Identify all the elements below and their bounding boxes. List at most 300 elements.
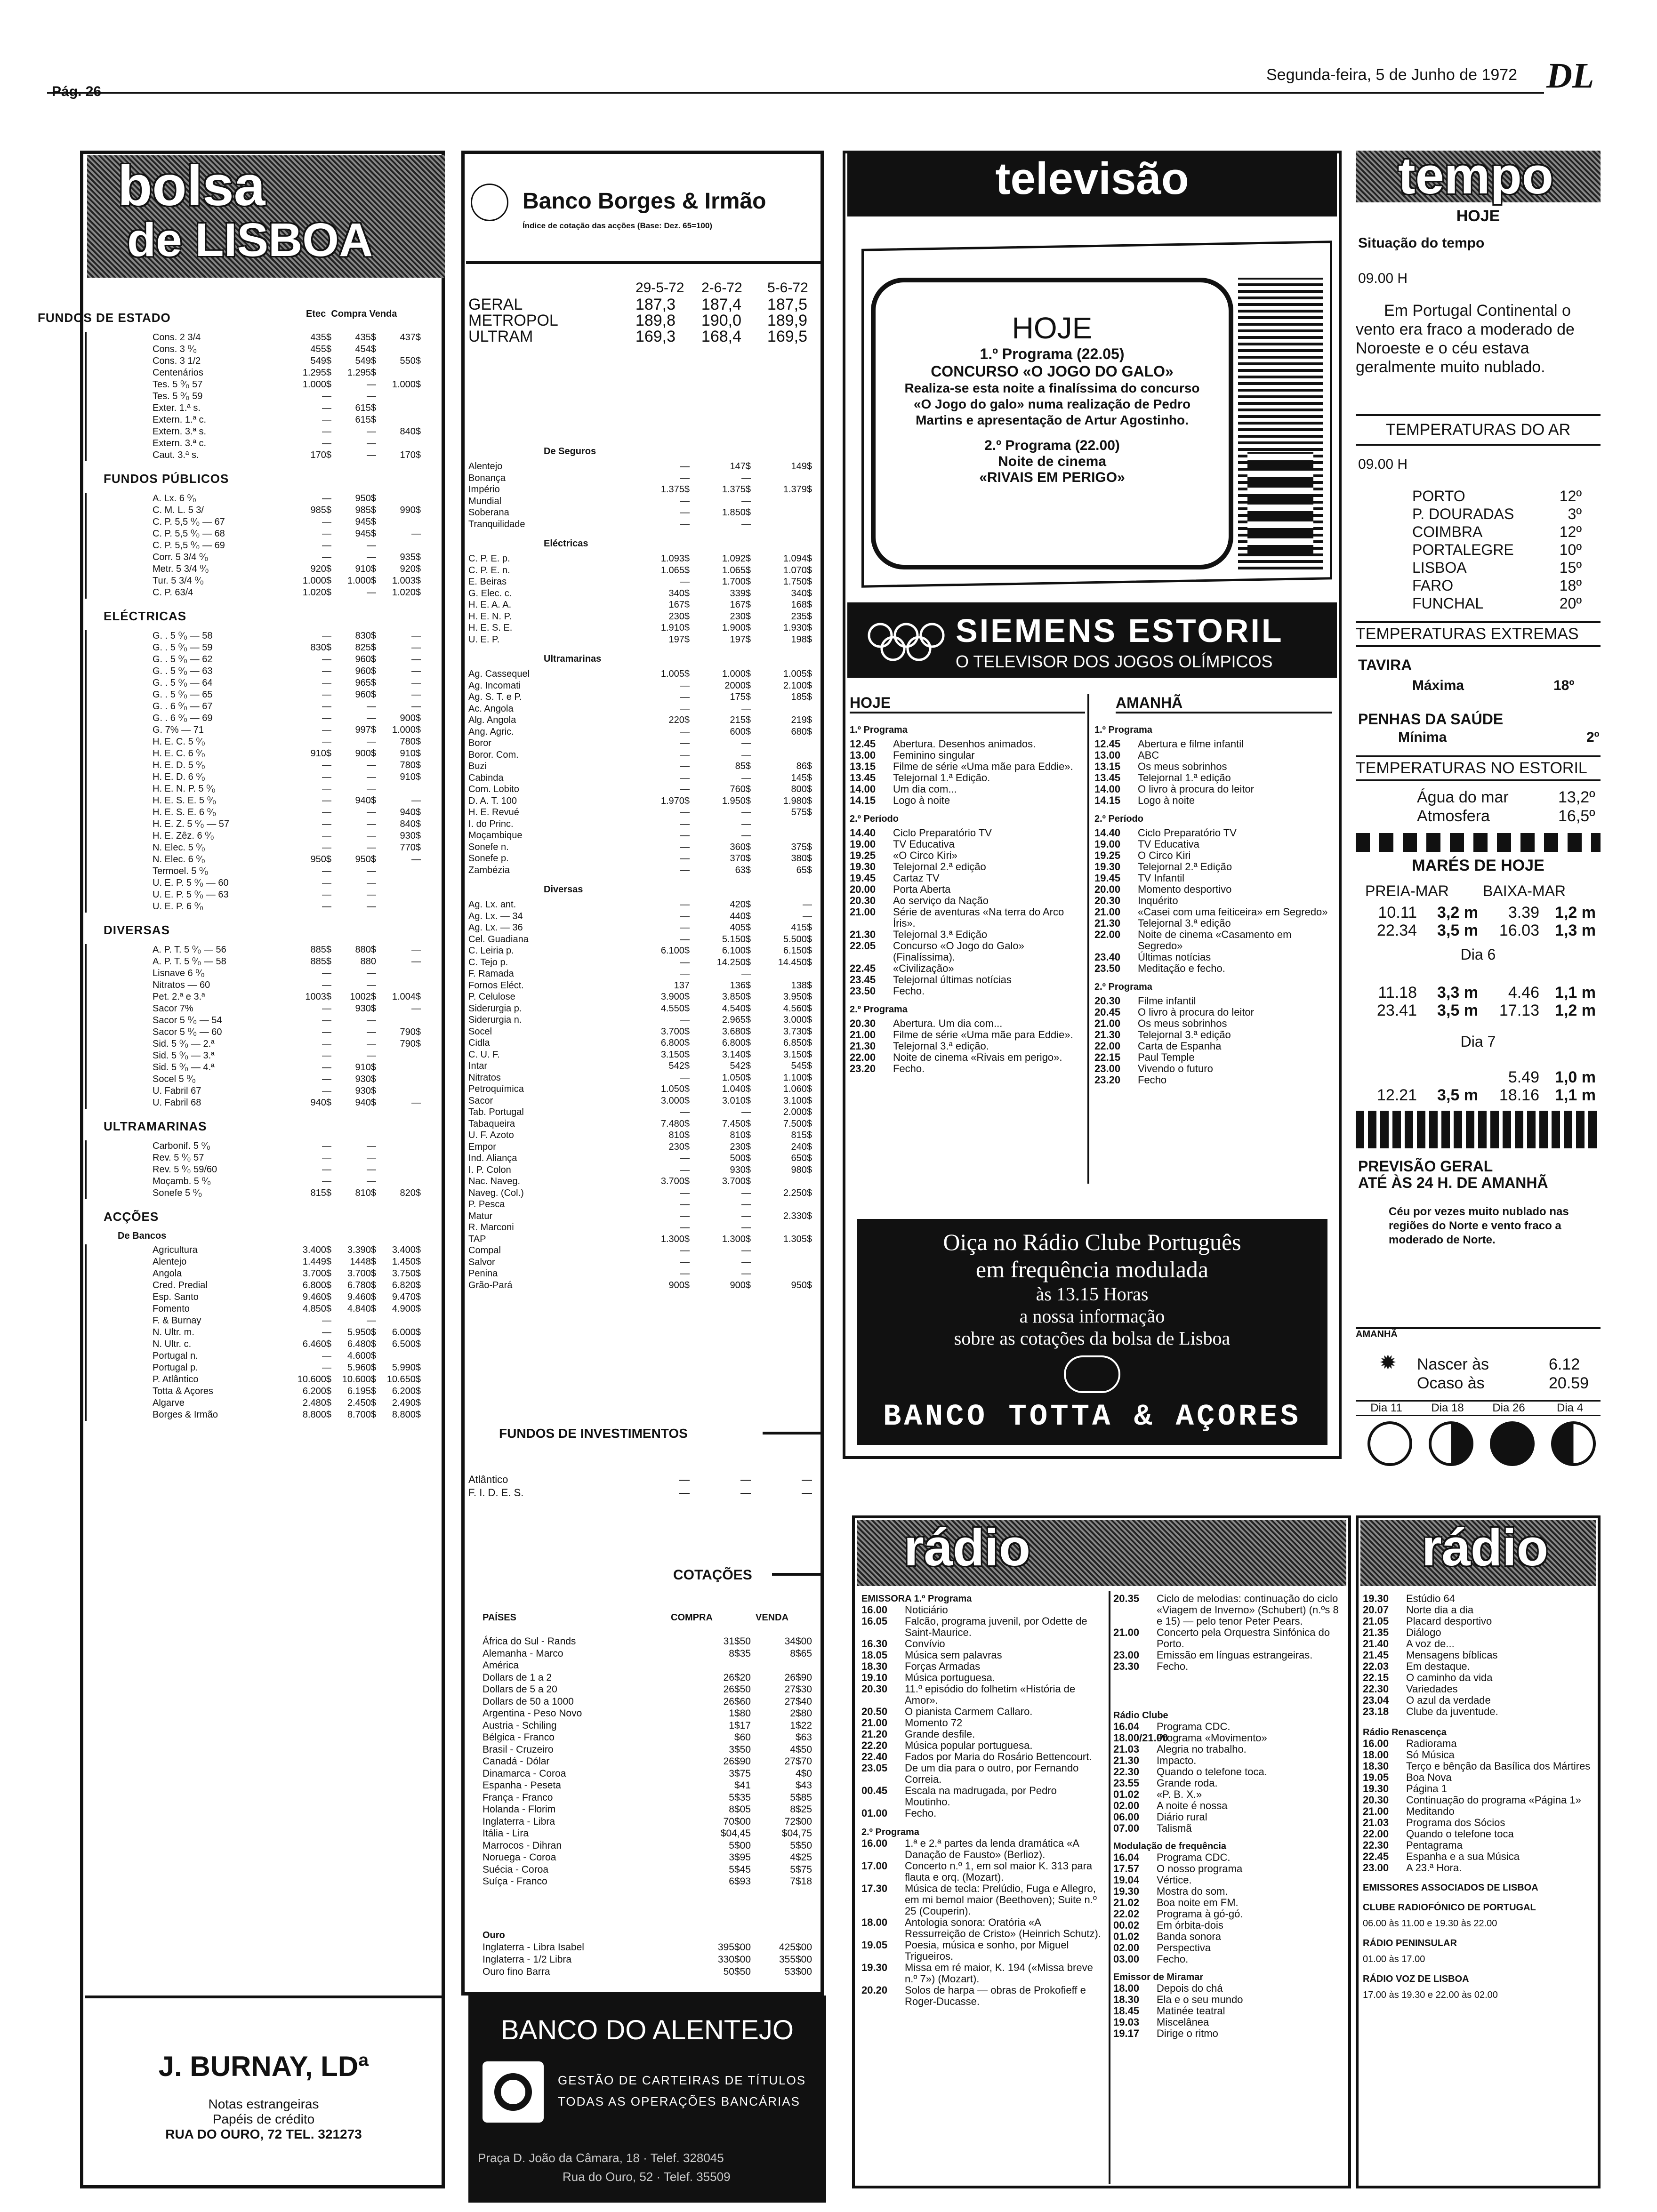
row-label: Tes. 5 ⁰⁄₀ 59 (153, 391, 203, 401)
radio-time: 01.00 (861, 1807, 888, 1819)
bolsa-row (153, 713, 447, 724)
row-label: Boror. Com. (468, 749, 519, 760)
row-value: 935$ (400, 552, 421, 562)
row-value (751, 1245, 812, 1257)
row-value: 3.700$ (722, 1176, 751, 1186)
row-value: 31$50 (723, 1636, 751, 1647)
radio-item (1113, 1954, 1346, 1965)
radio-item (1113, 1661, 1346, 1672)
row-value: 820$ (400, 1188, 421, 1198)
minima-row (1398, 729, 1600, 745)
tv-divider (1087, 694, 1089, 1184)
tv-control-buttons (1247, 452, 1313, 555)
bolsa-row (153, 355, 447, 367)
row-value: — (322, 1062, 331, 1073)
row-value: 4$50 (790, 1744, 812, 1755)
siemens-subtitle: O TELEVISOR DOS JOGOS OLÍMPICOS (956, 652, 1273, 671)
currency-row (483, 1720, 817, 1732)
row-value: — (411, 654, 421, 665)
row-value: 220$ (668, 715, 690, 725)
row-value: — (322, 403, 331, 413)
schedule-time: 12.45 (1094, 738, 1121, 750)
radio-time: 20.30 (861, 1683, 888, 1695)
radio-emissora-2-list (861, 1838, 1102, 2007)
row-value: 355$00 (779, 1954, 812, 1965)
schedule-item (850, 906, 1085, 929)
radio-clube-heading: Rádio Clube (1113, 1710, 1168, 1721)
row-value: 3.000$ (783, 1015, 812, 1025)
row-value (751, 1176, 812, 1187)
tide-value: 23.41 (1376, 1002, 1417, 1019)
tide-value: 11.18 (1378, 984, 1417, 1002)
schedule-time: 21.00 (1094, 1018, 1121, 1029)
row-value: 880 (360, 956, 376, 967)
row-label: PORTALEGRE (1412, 541, 1514, 558)
row-label: A. P. T. 5 ⁰⁄₀ — 58 (153, 956, 226, 967)
row-value: — (741, 703, 751, 714)
row-value: — (322, 807, 331, 817)
radio-program: Música portuguesa. (905, 1672, 995, 1683)
tv-screen-p2: 2.º Programa (22.00) (984, 438, 1120, 453)
row-label: Caut. 3.ª s. (153, 450, 199, 460)
row-value: 187,3 (635, 297, 676, 313)
radio-time: 16.00 (861, 1604, 888, 1616)
radio-time: 22.30 (1113, 1766, 1140, 1778)
row-label: U. E. P. 5 ⁰⁄₀ — 63 (153, 890, 229, 900)
row-value: 810$ (668, 1130, 690, 1140)
row-value (376, 1350, 421, 1362)
schedule-title: Cartaz TV (893, 872, 940, 884)
row-label: Ag. Lx. ant. (468, 899, 516, 910)
row-value: 1.375$ (660, 484, 690, 495)
radio-emissora-list (861, 1604, 1102, 1819)
burnay-line-2: Papéis de crédito (212, 2112, 315, 2126)
row-value: 900$ (355, 748, 376, 759)
row-value: 8$25 (790, 1804, 812, 1815)
radio-item (1363, 1772, 1596, 1783)
row-label: Inglaterra - Libra Isabel (483, 1942, 584, 1953)
row-label: G. . 5 ⁰⁄₀ — 63 (153, 666, 213, 676)
radio-item (1363, 1650, 1596, 1661)
row-label: H. E. Revué (468, 807, 519, 817)
row-value: — (680, 853, 690, 864)
borges-row (468, 1187, 817, 1199)
borges-row (468, 484, 817, 496)
radio-program: Fados por Maria do Rosário Bettencourt. (905, 1751, 1092, 1763)
radio-item (861, 1808, 1102, 1819)
radio-program: A 23.ª Hora. (1406, 1862, 1462, 1874)
row-value: — (322, 725, 331, 735)
row-value: 810$ (355, 1188, 376, 1198)
bolsa-row (153, 783, 447, 795)
row-value: 137 (674, 980, 690, 991)
row-value: 810$ (730, 1130, 751, 1140)
row-value (376, 438, 421, 449)
row-value: 910$ (355, 564, 376, 574)
schedule-time: 20.30 (1094, 995, 1121, 1007)
bolsa-row (153, 1350, 447, 1362)
row-value: 549$ (310, 356, 331, 366)
radio-time: 01.02 (1113, 1788, 1140, 1800)
radio-item (1113, 1983, 1346, 1994)
tv-amanha-schedule (1094, 725, 1335, 1086)
row-value: 5.150$ (722, 934, 751, 945)
row-value: 900$ (668, 1280, 690, 1290)
schedule-list (850, 827, 1085, 997)
radio-program: Música de tecla: Prelúdio, Fuga e Allegro, em mi bemol maior (Beethoven); Suite n.º 25 (Couperin). (905, 1883, 1097, 1917)
row-label: Sonefe p. (468, 853, 509, 864)
tide-value: 12.21 (1376, 1086, 1417, 1104)
ocaso-value: 20.59 (1549, 1374, 1589, 1392)
alentejo-name: BANCO DO ALENTEJO (500, 2015, 794, 2045)
radio-time: 19.30 (861, 1962, 888, 1973)
borges-row (468, 818, 817, 830)
bolsa-row (153, 1338, 447, 1350)
borges-row (468, 1280, 817, 1291)
bolsa-row (153, 1386, 447, 1397)
siemens-title: SIEMENS ESTORIL (956, 612, 1284, 649)
tide-value: 5.49 (1508, 1068, 1539, 1086)
borges-row (468, 865, 817, 876)
schedule-item (1094, 827, 1335, 839)
row-value: 920$ (310, 564, 331, 574)
radio-program: Mostra do som. (1157, 1885, 1228, 1897)
mares-title: MARÉS DE HOJE (1412, 857, 1544, 874)
row-label: H. E. N. P. 5 ⁰⁄₀ (153, 784, 216, 794)
row-label: Penina (468, 1268, 498, 1279)
row-value: 900$ (400, 713, 421, 723)
schedule-item (1094, 1063, 1335, 1074)
radio-program: Em destaque. (1406, 1660, 1470, 1672)
schedule-title: Telejornal 2.ª edição (893, 861, 986, 873)
bolsa-row (153, 1176, 447, 1187)
radio-item (861, 1838, 1102, 1860)
bolsa-row (153, 677, 447, 689)
temp-extremas-title: TEMPERATURAS EXTREMAS (1356, 621, 1601, 647)
row-value: 3.150$ (783, 1049, 812, 1060)
alentejo-line-1: GESTÃO DE CARTEIRAS DE TÍTULOS (558, 2073, 806, 2087)
row-value: 950$ (310, 854, 331, 865)
row-value: 1$22 (790, 1720, 812, 1731)
currency-row (483, 1851, 817, 1864)
borges-row (468, 1141, 817, 1153)
row-value: — (680, 922, 690, 933)
schedule-time: 14.00 (1094, 783, 1121, 795)
row-label: Marrocos - Dihran (483, 1840, 562, 1851)
row-value: 187,4 (701, 297, 741, 313)
row-value: — (680, 1187, 690, 1198)
row-value: 175$ (730, 692, 751, 702)
tide-row (1365, 1068, 1601, 1086)
tide-value: 1,1 m (1555, 984, 1596, 1002)
schedule-item (1094, 850, 1335, 861)
row-label: C. U. F. (468, 1049, 500, 1060)
burnay-name: J. BURNAY, LDª (158, 2051, 369, 2082)
temp-row (1412, 505, 1601, 523)
row-value: — (367, 866, 376, 876)
radio-program: Programa dos Sócios (1406, 1817, 1505, 1828)
borges-row (468, 1164, 817, 1176)
row-value: 8$65 (790, 1648, 812, 1659)
schedule-title: Telejornal 3.ª edição (1138, 1029, 1231, 1041)
radio-item (1113, 1744, 1346, 1755)
row-value: — (322, 689, 331, 700)
row-value: 1.003$ (392, 576, 421, 586)
row-value: 3.680$ (722, 1026, 751, 1037)
schedule-title: «Casei com uma feiticeira» em Segredo» (1138, 906, 1328, 918)
row-value: 167$ (730, 600, 751, 610)
tide-row (1365, 1086, 1601, 1104)
row-value: — (322, 1039, 331, 1049)
bolsa-row (153, 414, 447, 426)
row-value (751, 473, 812, 484)
row-value: 6.500$ (392, 1339, 421, 1349)
bolsa-row (153, 1268, 447, 1280)
schedule-title: Ciclo Preparatório TV (1138, 827, 1237, 839)
row-value: 3.850$ (722, 992, 751, 1002)
row-value: — (322, 784, 331, 794)
gold-row (483, 1954, 817, 1966)
row-value: 1.060$ (783, 1084, 812, 1094)
radio-program: Dirige o ritmo (1157, 2028, 1218, 2039)
row-label: U. F. Azoto (468, 1130, 514, 1140)
radio-time: 21.00 (861, 1717, 888, 1729)
radio-item (1113, 1852, 1346, 1863)
bolsa-row (153, 1315, 447, 1327)
row-value: — (680, 865, 690, 875)
row-value: 1.000$ (347, 576, 376, 586)
row-value: 1003$ (305, 992, 331, 1002)
row-value: 1$17 (729, 1720, 751, 1731)
row-value: — (367, 1141, 376, 1151)
radio-program: Solos de harpa — obras de Prokofieff e Roger-Ducasse. (905, 1984, 1086, 2007)
tide-value: 1,0 m (1555, 1068, 1596, 1086)
row-value: 5.990$ (392, 1362, 421, 1373)
borges-row (468, 1106, 817, 1118)
row-value: 437$ (400, 332, 421, 343)
row-label: FUNCHAL (1412, 595, 1484, 612)
borges-row (468, 634, 817, 646)
radio-renascenca-heading: Rádio Renascença (1363, 1727, 1447, 1738)
row-value: 12º (1559, 523, 1582, 540)
row-value: — (680, 496, 690, 506)
bolsa-row (153, 540, 447, 552)
radio-time: 22.02 (1113, 1908, 1140, 1920)
row-value: 415$ (791, 922, 812, 933)
row-value: 3.700$ (660, 1176, 690, 1186)
bolsa-row (153, 1003, 447, 1015)
row-value: 6.850$ (783, 1038, 812, 1048)
schedule-time: 23.45 (850, 974, 876, 986)
schedule-item (1094, 1041, 1335, 1052)
borges-row (468, 968, 817, 980)
radio-associados-heading: EMISSORES ASSOCIADOS DE LISBOA (1363, 1883, 1538, 1893)
radio-time: 02.00 (1113, 1800, 1140, 1811)
row-value: — (680, 899, 690, 910)
row-label: F. Ramada (468, 969, 514, 979)
schedule-item (850, 1018, 1085, 1029)
row-label: Socel 5 ⁰⁄₀ (153, 1074, 196, 1084)
row-label: Socel (468, 1026, 492, 1037)
row-value: — (322, 517, 331, 527)
radio-item (861, 1604, 1102, 1616)
row-value: — (679, 1474, 690, 1485)
schedule-title: Carta de Espanha (1138, 1040, 1222, 1052)
row-value: — (741, 1107, 751, 1117)
date-1: 29-5-72 (635, 280, 684, 296)
radio-time: 22.45 (1363, 1851, 1389, 1862)
currency-row (483, 1803, 817, 1816)
schedule-item (850, 1063, 1085, 1074)
row-value: — (740, 1474, 751, 1485)
row-value: 1.093$ (660, 553, 690, 564)
tide-row (1365, 922, 1601, 939)
masthead-logo: DL (1546, 56, 1594, 96)
row-value: 825$ (355, 642, 376, 653)
row-value: 575$ (791, 807, 812, 817)
row-label: H. E. Zêz. 6 ⁰⁄₀ (153, 831, 214, 841)
row-value: 600$ (730, 726, 751, 737)
row-value: 4.850$ (302, 1304, 331, 1314)
row-value: 960$ (355, 654, 376, 665)
row-value: 8.700$ (347, 1410, 376, 1420)
schedule-item (850, 850, 1085, 861)
row-label: I. do Princ. (468, 818, 514, 829)
section-table (85, 944, 447, 1109)
schedule-item (850, 784, 1085, 795)
bolsa-row (153, 818, 447, 830)
row-value: — (367, 784, 376, 794)
row-value: — (367, 1315, 376, 1326)
fundo-row (468, 1473, 817, 1486)
schedule-title: Ciclo Preparatório TV (893, 827, 992, 839)
schedule-title: Fecho. (893, 985, 925, 997)
radio-program: Programa CDC. (1157, 1721, 1231, 1732)
radio-item (861, 1706, 1102, 1717)
schedule-time: 14.40 (850, 827, 876, 839)
row-value: 169,3 (635, 329, 676, 345)
row-label: TAP (468, 1234, 486, 1244)
radio-program: Música sem palavras (905, 1649, 1002, 1661)
radio-program: Em órbita-dois (1157, 1919, 1223, 1931)
row-value: 9.460$ (347, 1292, 376, 1302)
row-label: G. . 5 ⁰⁄₀ — 62 (153, 654, 213, 665)
row-label: Noruega - Coroa (483, 1852, 556, 1863)
row-value: 780$ (400, 760, 421, 770)
row-value: 6.800$ (660, 1038, 690, 1048)
bolsa-row (153, 1327, 447, 1338)
radio-time: 22.03 (1363, 1660, 1389, 1672)
bolsa-row (153, 1097, 447, 1109)
row-value: 435$ (355, 332, 376, 343)
radio-time: 23.00 (1113, 1649, 1140, 1661)
schedule-time: 23.20 (1094, 1074, 1121, 1086)
row-value: — (322, 552, 331, 562)
schedule-item (850, 738, 1085, 750)
row-value: 26$90 (723, 1756, 751, 1767)
schedule-item (1094, 952, 1335, 963)
row-value: $43 (795, 1780, 812, 1791)
row-value: 3º (1568, 505, 1582, 522)
row-value: — (367, 1153, 376, 1163)
borges-row (468, 1199, 817, 1210)
row-value: 2.250$ (783, 1187, 812, 1198)
row-value: 6.200$ (302, 1386, 331, 1396)
row-label: E. Beiras (468, 577, 507, 587)
radio-item (1113, 1942, 1346, 1954)
schedule-heading: 1.º Programa (850, 725, 908, 735)
row-label: H. E. A. A. (468, 600, 512, 610)
schedule-title: Abertura. Um dia com... (893, 1018, 1003, 1029)
temp-row (1412, 577, 1601, 594)
row-value: 147$ (730, 461, 751, 472)
row-label: C. P. 5,5 ⁰⁄₀ — 68 (153, 529, 225, 539)
row-label: Corr. 5 3/4 ⁰⁄₀ (153, 552, 209, 562)
borges-row (468, 1060, 817, 1072)
moon-last-quarter-icon (1551, 1421, 1596, 1466)
bolsa-row (153, 630, 447, 642)
row-value: 8$35 (729, 1648, 751, 1659)
row-value (376, 402, 421, 414)
radio-item (1113, 1627, 1346, 1650)
row-value: 1.050$ (722, 1072, 751, 1083)
row-label: P. Celulose (468, 992, 515, 1002)
radio-time: 23.30 (1113, 1660, 1140, 1672)
bolsa-row (153, 807, 447, 818)
row-value: 330$00 (717, 1954, 751, 1965)
schedule-item (1094, 772, 1335, 784)
borges-row (468, 1153, 817, 1164)
bolsa-row (153, 332, 447, 344)
row-label: Fornos Eléct. (468, 980, 524, 991)
radio-col2-list (1113, 1593, 1346, 1672)
row-value: — (680, 1199, 690, 1210)
borges-row (468, 980, 817, 992)
row-value: — (367, 901, 376, 912)
row-value: — (680, 1268, 690, 1279)
schedule-time: 21.00 (1094, 906, 1121, 918)
row-label: N. Ultr. m. (153, 1327, 194, 1338)
bolsa-row (153, 426, 447, 438)
bolsa-row (153, 654, 447, 665)
schedule-time: 19.30 (1094, 861, 1121, 873)
bolsa-row (153, 1256, 447, 1268)
mares-header (1365, 882, 1566, 900)
row-label: Mundial (468, 496, 502, 506)
row-value: 6.800$ (302, 1280, 331, 1290)
row-value: — (411, 1098, 421, 1108)
tv-screen-desc: Realiza-se esta noite a finalíssima do concurso «O Jogo do galo» numa realização de Pedro Martins e apresentação de Artur Agostinho. (904, 381, 1200, 427)
row-value: 197$ (730, 634, 751, 645)
tide-value: 3,5 m (1437, 1002, 1478, 1019)
row-value: — (680, 1153, 690, 1163)
row-value (376, 783, 421, 795)
row-value: 420$ (730, 899, 751, 910)
schedule-title: Os meus sobrinhos (1138, 1018, 1227, 1029)
schedule-item (1094, 1052, 1335, 1063)
borges-row (468, 461, 817, 473)
row-value: 230$ (668, 611, 690, 622)
row-label: Sonefe n. (468, 842, 509, 852)
row-value: 650$ (791, 1153, 812, 1163)
schedule-title: O Circo Kiri (1138, 850, 1191, 861)
radio-item (1363, 1738, 1596, 1749)
row-value: 3.750$ (392, 1268, 421, 1279)
schedule-item (1094, 918, 1335, 929)
row-value: — (411, 666, 421, 676)
row-value: 940$ (355, 795, 376, 806)
row-value: — (680, 749, 690, 760)
